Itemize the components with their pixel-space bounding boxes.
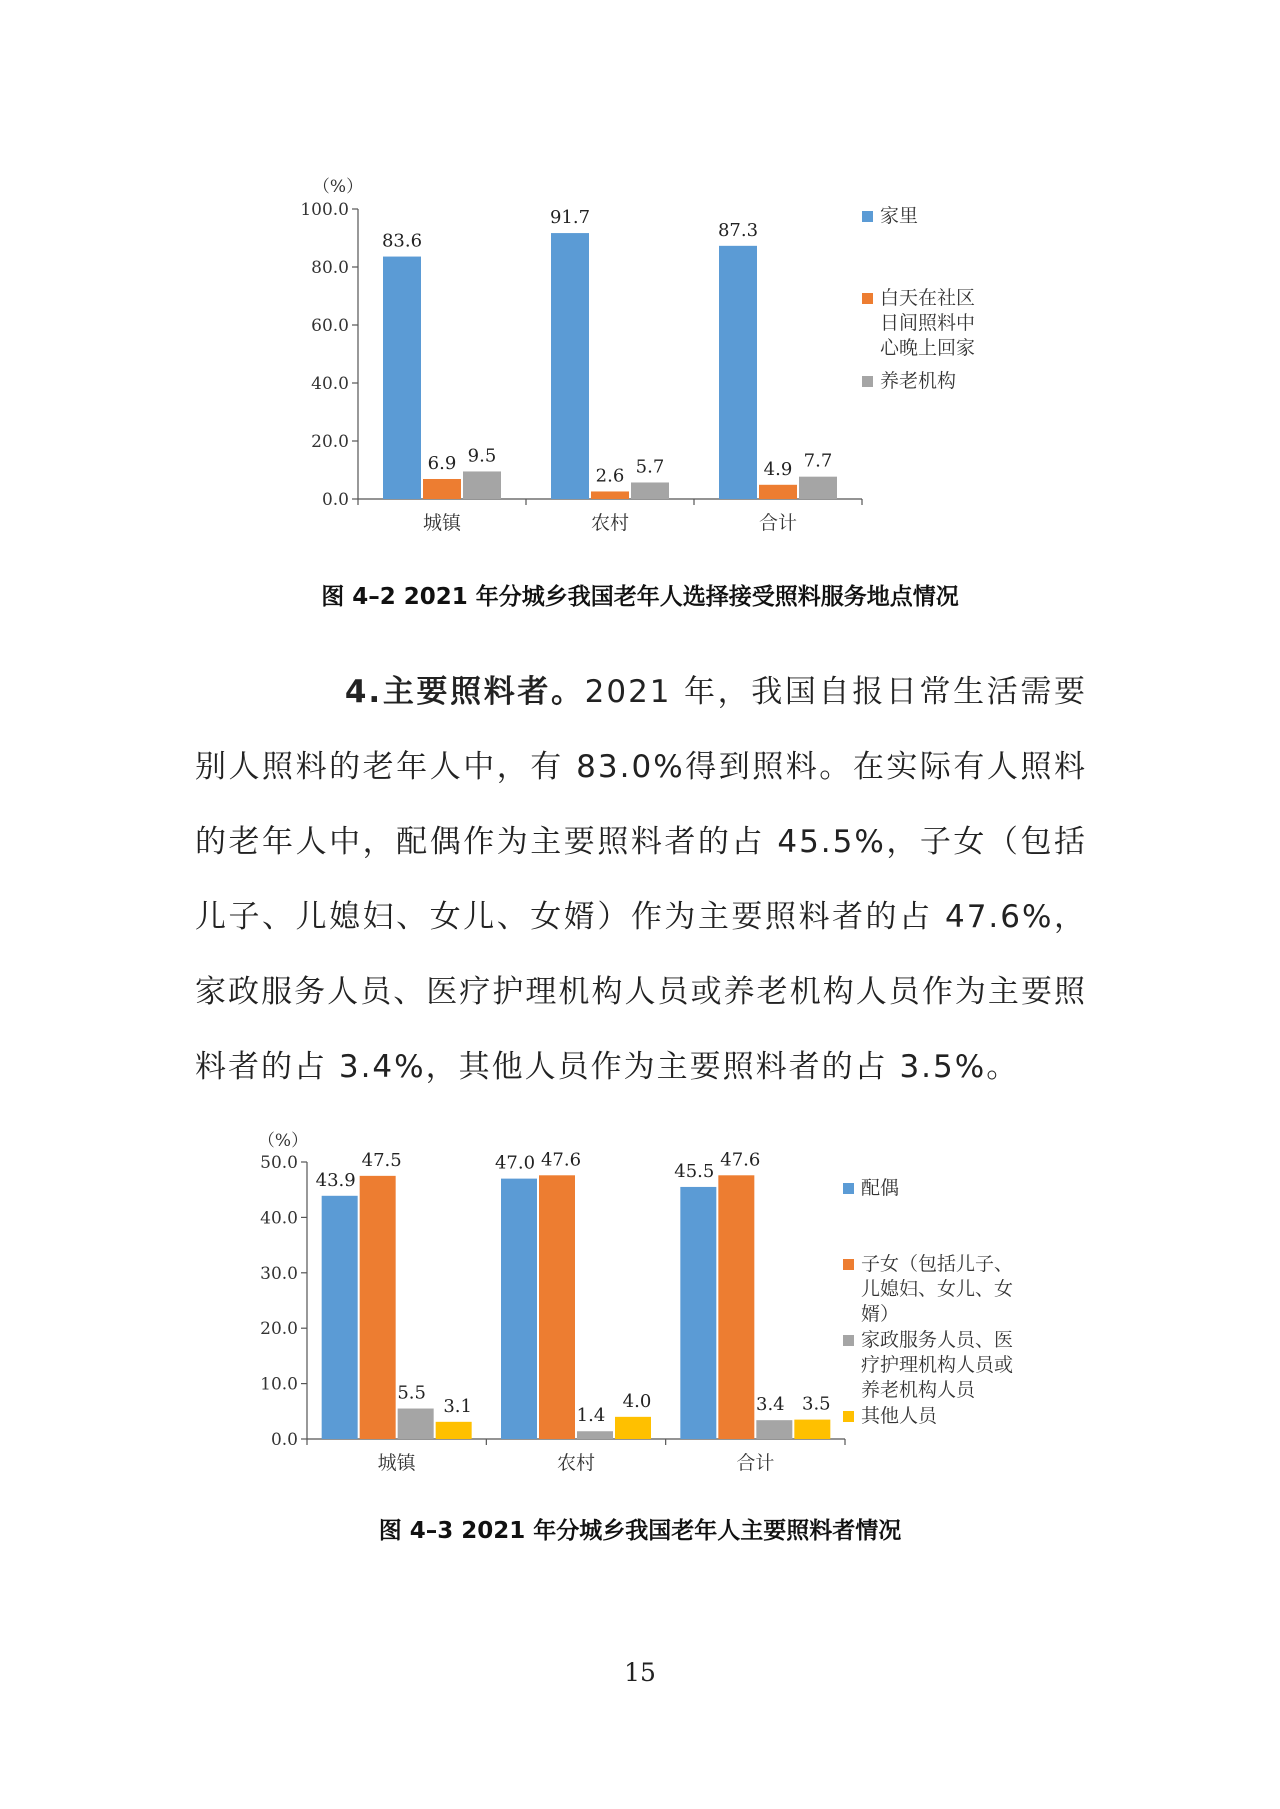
x-category-label: 合计 [736,1452,775,1474]
legend-swatch [843,1183,854,1194]
bar [398,1409,434,1439]
legend-label: 配偶 [861,1177,900,1199]
legend-swatch [843,1335,854,1346]
bar [591,491,629,499]
data-label: 3.1 [443,1395,472,1417]
bar [759,485,797,499]
legend-label: 子女（包括儿子、 [861,1253,1014,1275]
bar [501,1179,537,1439]
data-label: 3.5 [802,1393,831,1415]
legend-label: 白天在社区 [880,287,976,309]
legend-label: 心晚上回家 [880,337,976,359]
x-category-label: 合计 [758,512,798,534]
legend-swatch [843,1259,854,1270]
y-tick-label: 60.0 [311,315,349,336]
data-label: 4.0 [622,1390,652,1412]
chart-main-caregiver [0,1100,1280,1500]
data-label: 2.6 [595,465,625,487]
bar [680,1187,716,1439]
data-label: 91.7 [549,207,591,229]
y-tick-label: 30.0 [260,1263,298,1284]
bar [436,1422,472,1439]
legend-swatch [843,1411,854,1422]
data-label: 83.6 [381,230,423,252]
chart-care-location [0,0,1280,560]
y-tick-label: 40.0 [311,373,349,394]
data-label: 6.9 [427,452,457,474]
legend-swatch [862,293,873,304]
x-category-label: 城镇 [422,512,462,534]
bar [631,482,669,499]
bar [799,477,837,499]
paragraph-text: 2021 年，我国自报日常生活需要别人照料的老年人中，有 83.0%得到照料。在实际有人照料的老年人中，配偶作为主要照料者的占 45.5%，子女（包括儿子、儿媳妇、女儿、女婿）作为主要照料者的占 47.6%，家政服务人员、医疗护理机构人员或养老机构人员作为主要照料者的占 3.4%，其他人员作为主要照料者的占 3.5%。 [195,674,1087,1085]
bar [322,1196,358,1439]
bar [615,1417,651,1439]
data-label: 87.3 [717,219,759,241]
y-tick-label: 0.0 [270,1429,298,1450]
y-tick-label: 10.0 [260,1374,298,1395]
data-label: 47.5 [361,1149,402,1171]
data-label: 5.7 [635,456,665,478]
data-label: 47.6 [540,1149,582,1171]
page-number: 15 [624,1658,656,1687]
body-paragraph [195,655,1087,1105]
legend-label: 养老机构人员 [861,1379,976,1401]
y-tick-label: 40.0 [260,1208,298,1229]
data-label: 1.4 [576,1405,606,1427]
figure-caption-4-3: 图 4–3 2021 年分城乡我国老年人主要照料者情况 [378,1518,902,1544]
y-tick-label: 100.0 [300,199,349,220]
x-category-label: 农村 [556,1452,596,1474]
y-tick-label: 50.0 [260,1152,298,1173]
bar [551,233,589,499]
y-tick-label: 20.0 [311,431,349,452]
data-label: 5.5 [397,1382,426,1404]
legend-label: 儿媳妇、女儿、女 [861,1278,1014,1300]
bar [756,1420,792,1439]
y-axis-unit-label: （%） [312,177,364,197]
x-category-label: 城镇 [377,1452,416,1474]
data-label: 9.5 [467,445,497,467]
data-label: 47.6 [720,1149,761,1171]
bar [539,1175,575,1439]
bar [360,1176,396,1439]
bar [718,1175,754,1439]
legend-label: 日间照料中 [880,312,976,334]
data-label: 4.9 [763,458,793,480]
data-label: 47.0 [494,1152,536,1174]
legend-swatch [862,376,873,387]
data-label: 3.4 [756,1394,785,1416]
bar [463,471,501,499]
legend-swatch [862,211,873,222]
x-category-label: 农村 [590,512,630,534]
paragraph-heading: 4.主要照料者。 [344,674,585,710]
figure-caption-4-2: 图 4–2 2021 年分城乡我国老年人选择接受照料服务地点情况 [321,584,959,610]
bar [719,246,757,499]
legend-label: 其他人员 [861,1405,938,1427]
y-tick-label: 80.0 [311,257,349,278]
y-tick-label: 20.0 [260,1319,298,1340]
bar [794,1420,830,1439]
bar [423,479,461,499]
legend-label: 疗护理机构人员或 [861,1354,1014,1376]
data-label: 7.7 [803,450,833,472]
y-tick-label: 0.0 [321,489,349,510]
data-label: 43.9 [315,1169,356,1191]
bar [383,257,421,499]
data-label: 45.5 [674,1160,715,1182]
legend-label: 养老机构 [880,370,957,392]
bar [577,1431,613,1439]
legend-label: 家里 [880,205,919,227]
legend-label: 婿） [861,1303,900,1325]
legend-label: 家政服务人员、医 [861,1329,1014,1351]
y-axis-unit-label: （%） [257,1131,309,1151]
